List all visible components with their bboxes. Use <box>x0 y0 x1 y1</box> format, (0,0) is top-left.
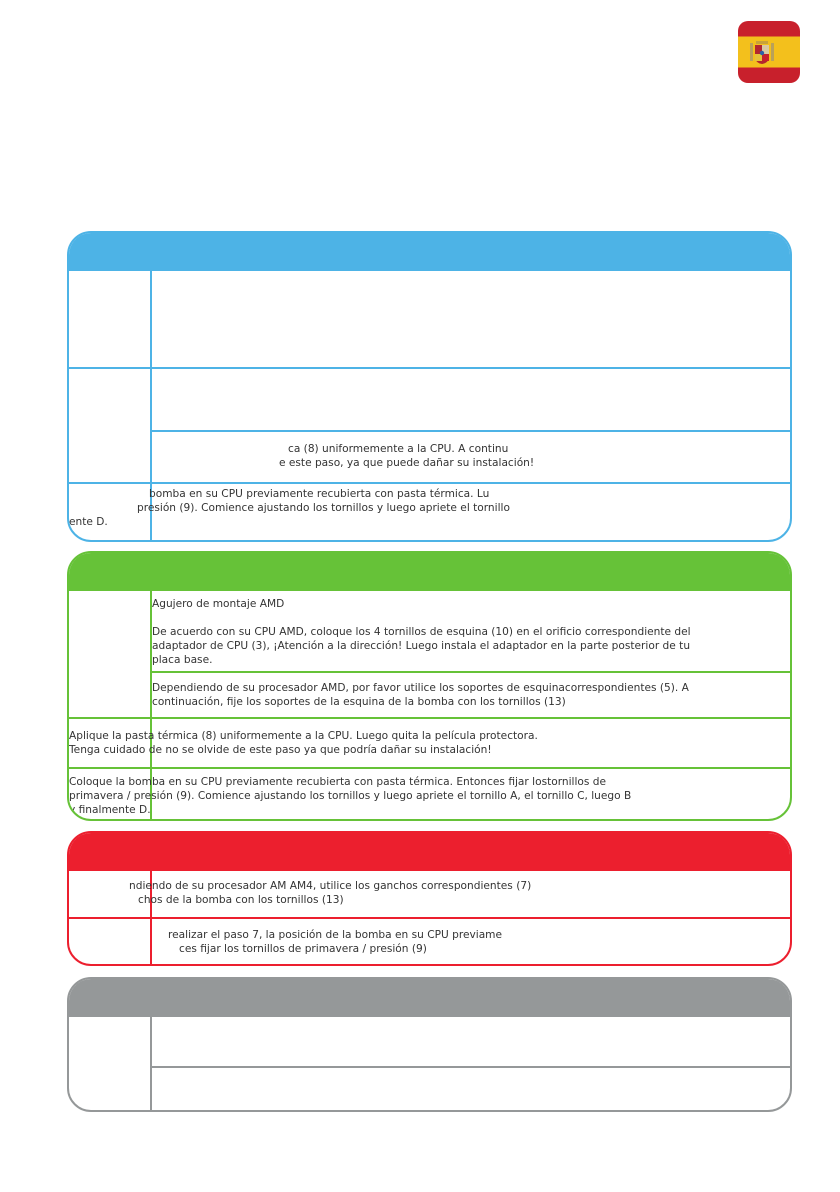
blue-step9-line1: bomba en su CPU previamente recubierta con pasta térmica. Lu <box>149 488 490 500</box>
blue-row-2-block-1 <box>152 369 790 430</box>
green-mount-block <box>152 591 790 671</box>
green-paste-line2: Tenga cuidado de no se olvide de este paso ya que podría dañar su instalación! <box>69 744 492 756</box>
green-mount-line3: placa base. <box>152 654 213 666</box>
blue-step9-line2: presión (9). Comience ajustando los tornillos y luego apriete el tornillo <box>137 502 510 514</box>
green-row-2 <box>69 717 790 767</box>
green-mount-title: Agujero de montaje AMD <box>152 598 285 610</box>
blue-instruction-section <box>67 231 792 542</box>
gray-row-1 <box>69 1015 790 1110</box>
gray-row-1-label <box>69 1017 152 1110</box>
blue-row-2-block-2 <box>152 430 790 482</box>
coat-of-arms-icon <box>750 39 774 65</box>
green-supports-block <box>152 671 790 717</box>
spain-flag-icon <box>738 21 800 83</box>
gray-block-1 <box>152 1017 790 1066</box>
green-supports-line2: continuación, fije los soportes de la esquina de la bomba con los tornillos (13) <box>152 696 566 708</box>
blue-row-1 <box>69 269 790 367</box>
green-row-1-label <box>69 591 152 717</box>
green-paste-line1: Aplique la pasta térmica (8) uniformemente a la CPU. Luego quita la película protectora. <box>69 730 538 742</box>
green-section-header <box>69 553 790 589</box>
blue-row-2 <box>69 367 790 482</box>
green-mount-line1: De acuerdo con su CPU AMD, coloque los 4 tornillos de esquina (10) en el orificio correspondiente del <box>152 626 691 638</box>
red-row-2-label <box>69 919 152 964</box>
blue-row-3 <box>69 482 790 540</box>
green-supports-line1: Dependiendo de su procesador AMD, por favor utilice los soportes de esquinacorrespondientes (5). A <box>152 682 689 694</box>
green-row-3 <box>69 767 790 821</box>
blue-step8-line1: ca (8) uniformemente a la CPU. A continu <box>288 443 509 455</box>
blue-row-1-label <box>69 271 152 367</box>
red-step7-line2: ces fijar los tornillos de primavera / presión (9) <box>179 943 427 955</box>
red-hooks-line2: chos de la bomba con los tornillos (13) <box>138 894 344 906</box>
red-hooks-line1: ndiendo de su procesador AM AM4, utilice los ganchos correspondientes (7) <box>129 880 532 892</box>
blue-row-2-label <box>69 369 152 482</box>
red-section-header <box>69 833 790 869</box>
blue-step8-line2: e este paso, ya que puede dañar su instalación! <box>279 457 535 469</box>
red-row-2 <box>69 917 790 964</box>
blue-step9-line3: ente D. <box>69 516 108 528</box>
green-pump-line1: Coloque la bomba en su CPU previamente recubierta con pasta térmica. Entonces fijar lostornillos de <box>69 776 607 788</box>
green-pump-line2: primavera / presión (9). Comience ajustando los tornillos y luego apriete el tornillo A, el tornillo C, luego B <box>69 790 632 802</box>
green-pump-line3: y finalmente D. <box>69 804 151 816</box>
green-instruction-section <box>67 551 792 821</box>
red-row-1 <box>69 869 790 917</box>
red-instruction-section <box>67 831 792 966</box>
green-row-1 <box>69 589 790 717</box>
gray-instruction-section <box>67 977 792 1112</box>
gray-section-header <box>69 979 790 1015</box>
gray-block-2 <box>152 1066 790 1110</box>
red-step7-line1: realizar el paso 7, la posición de la bomba en su CPU previame <box>168 929 503 941</box>
green-mount-line2: adaptador de CPU (3), ¡Atención a la dirección! Luego instala el adaptador en la parte posterior de tu <box>152 640 691 652</box>
blue-section-header <box>69 233 790 269</box>
